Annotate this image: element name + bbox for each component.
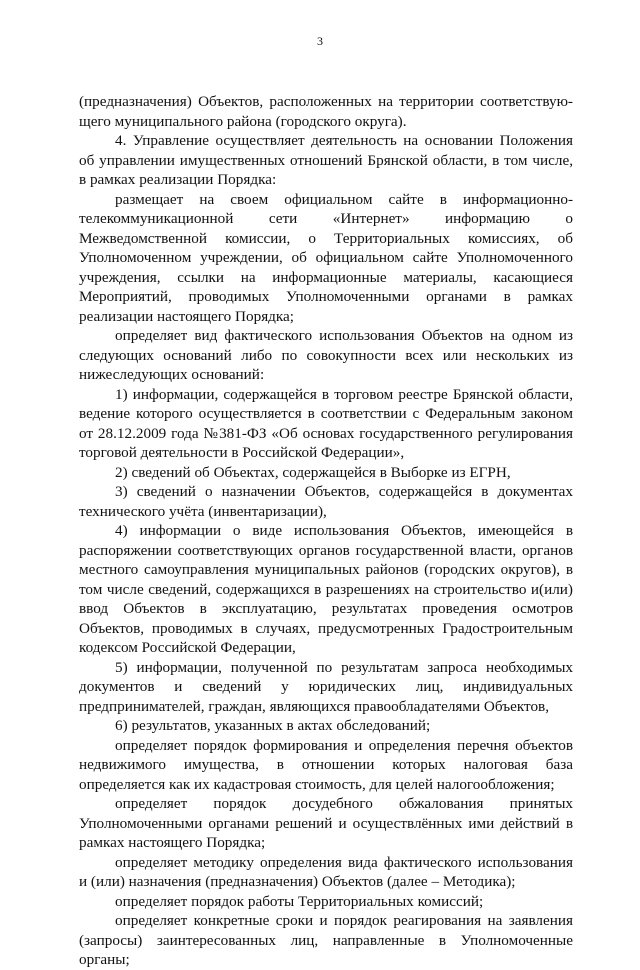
paragraph: размещает на своем официальном сайте в информационно-телекоммуникационной сети «Интернет» информацию о Межведомственной комиссии, о Территориальных комиссиях, об Уполномоченном учреждении, об официальном сайте Уполномоченного учреждения, ссылки на информационные материалы, касающиеся Мероприятий, проводимых Уполномоченными органами в рамках реализации настоящего Порядка;	[79, 190, 573, 325]
paragraph: 3) сведений о назначении Объектов, содержащейся в документах технического учёта (инвентаризации),	[79, 483, 573, 520]
paragraph: определяет вид фактического использования Объектов на одном из следующих оснований либо по совокупности всех или нескольких из нижеследующих оснований:	[79, 327, 573, 383]
paragraph: 4. Управление осуществляет деятельность на основании Положения об управлении имущественных отношений Брянской области, в том числе, в рамках реализации Порядка:	[79, 132, 573, 188]
paragraph: определяет конкретные сроки и порядок реагирования на заявления (запросы) заинтересованных лиц, направленные в Уполномоченные органы;	[79, 912, 573, 968]
paragraph: определяет методику определения вида фактического использования и (или) назначения (предназначения) Объектов (далее – Методика);	[79, 853, 573, 890]
page-number: 3	[317, 34, 323, 48]
paragraph: 4) информации о виде использования Объектов, имеющейся в распоряжении соответствующих органов государственной власти, органов местного самоуправления муниципальных районов (городских округов), в том числе сведений, содержащихся в разрешениях на строительство и(или) ввод Объектов в эксплуатацию, результатах проведения осмотров Объектов, проводимых в случаях, предусмотренных Градостроительным кодексом Российской Федерации,	[79, 522, 573, 656]
paragraph: 6) результатов, указанных в актах обследований;	[115, 717, 431, 734]
paragraph: определяет порядок формирования и определения перечня объектов недвижимого имущества, в отношении которых налоговая база определяется как их кадастровая стоимость, для целей налогообложения;	[79, 736, 573, 793]
document-body	[79, 92, 573, 970]
paragraph: 5) информации, полученной по результатам запроса необходимых документов и сведений у юридических лиц, индивидуальных предпринимателей, граждан, являющихся правообладателями Объектов,	[79, 658, 573, 715]
paragraph: определяет порядок работы Территориальных комиссий;	[115, 892, 484, 910]
paragraph: определяет порядок досудебного обжалования принятых Уполномоченными органами решений и осуществлённых ими действий в рамках настоящего Порядка;	[79, 795, 573, 851]
paragraph: 2) сведений об Объектах, содержащейся в Выборке из ЕГРН,	[115, 463, 511, 481]
paragraph: (предназначения) Объектов, расположенных на территории соответствую-щего муниципального района (городского округа).	[79, 93, 573, 130]
paragraph: 1) информации, содержащейся в торговом реестре Брянской области, ведение которого осуществляется в соответствии с Федеральным законом от 28.12.2009 года №381-ФЗ «Об основах государственного регулирования торговой деятельности в Российской Федерации»,	[79, 385, 573, 461]
